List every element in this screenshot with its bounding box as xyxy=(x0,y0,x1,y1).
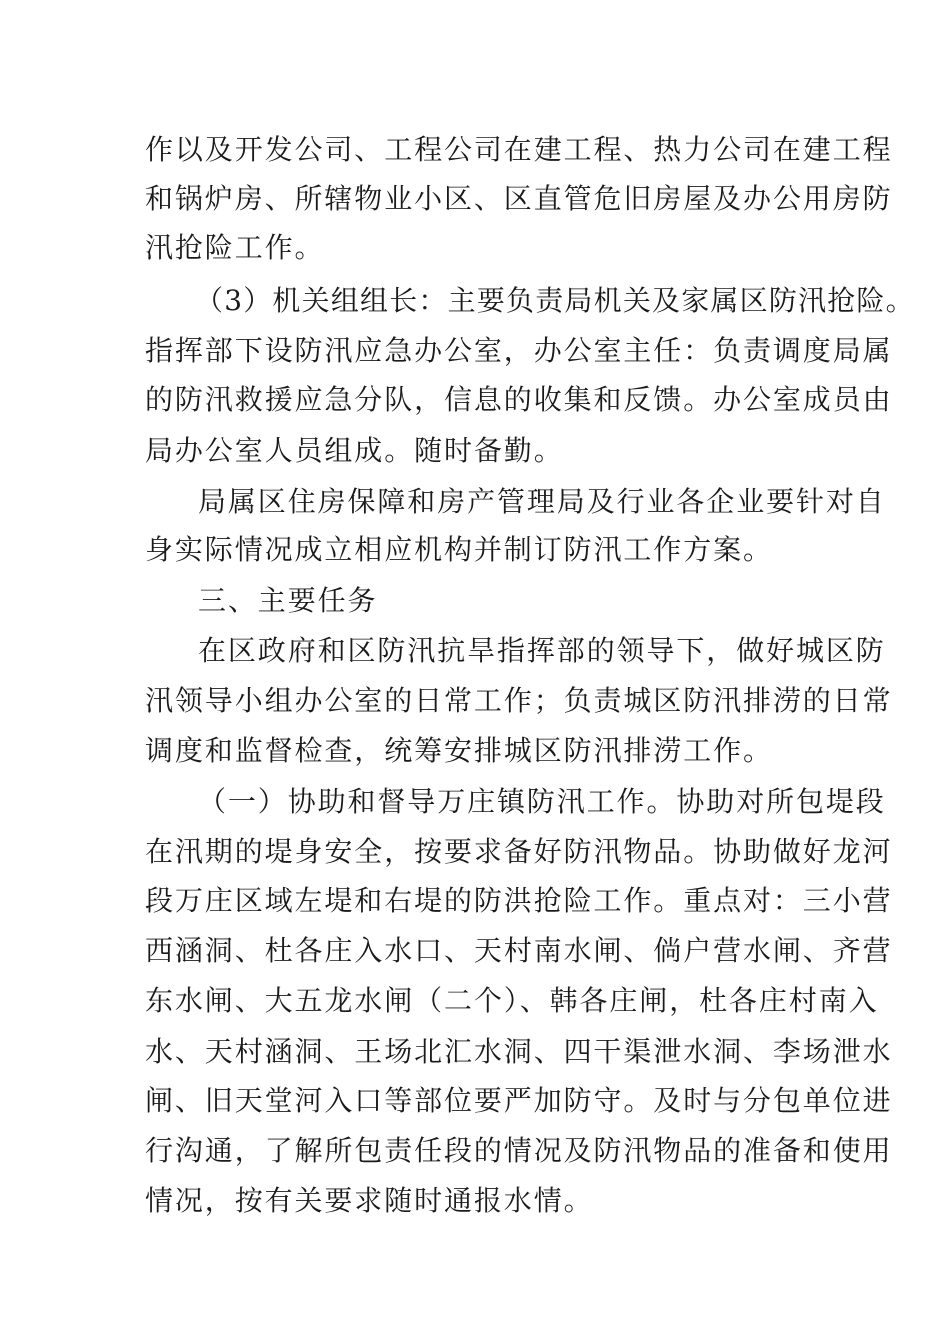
text-line-8: 局属区住房保障和房产管理局及行业各企业要针对自 xyxy=(198,485,886,518)
text-line-7: 局办公室人员组成。随时备勤。 xyxy=(145,434,564,467)
text-line-15: 在汛期的堤身安全，按要求备好防汛物品。协助做好龙河 xyxy=(145,835,893,868)
text-line-20: 闸、旧天堂河入口等部位要严加防守。及时与分包单位进 xyxy=(145,1084,893,1117)
text-line-6: 的防汛救援应急分队，信息的收集和反馈。办公室成员由 xyxy=(145,383,893,416)
text-line-9: 身实际情况成立相应机构并制订防汛工作方案。 xyxy=(145,533,773,566)
text-line-5: 指挥部下设防汛应急办公室，办公室主任：负责调度局属 xyxy=(145,334,893,367)
text-line-16: 段万庄区域左堤和右堤的防洪抢险工作。重点对：三小营 xyxy=(145,884,893,917)
text-line-12: 汛领导小组办公室的日常工作；负责城区防汛排涝的日常 xyxy=(145,684,893,717)
text-line-22: 情况，按有关要求随时通报水情。 xyxy=(145,1184,594,1217)
text-line-13: 调度和监督检查，统筹安排城区防汛排涝工作。 xyxy=(145,734,773,767)
text-line-2: 和锅炉房、所辖物业小区、区直管危旧房屋及办公用房防 xyxy=(145,182,893,215)
text-line-19: 水、天村涵洞、王场北汇水洞、四干渠泄水洞、李场泄水 xyxy=(145,1035,893,1068)
section-heading: 三、主要任务 xyxy=(198,584,378,617)
text-line-18: 东水闸、大五龙水闸（二个）、韩各庄闸，杜各庄村南入 xyxy=(145,984,879,1017)
text-line-3: 汛抢险工作。 xyxy=(145,231,325,264)
text-line-4: （3）机关组组长：主要负责局机关及家属区防汛抢险。 xyxy=(195,284,915,317)
text-line-1: 作以及开发公司、工程公司在建工程、热力公司在建工程 xyxy=(145,133,893,166)
text-line-17: 西涵洞、杜各庄入水口、天村南水闸、倘户营水闸、齐营 xyxy=(145,934,893,967)
text-line-21: 行沟通，了解所包责任段的情况及防汛物品的准备和使用 xyxy=(145,1134,893,1167)
text-line-14: （一）协助和督导万庄镇防汛工作。协助对所包堤段 xyxy=(198,785,886,818)
text-line-11: 在区政府和区防汛抗旱指挥部的领导下，做好城区防 xyxy=(198,634,886,667)
